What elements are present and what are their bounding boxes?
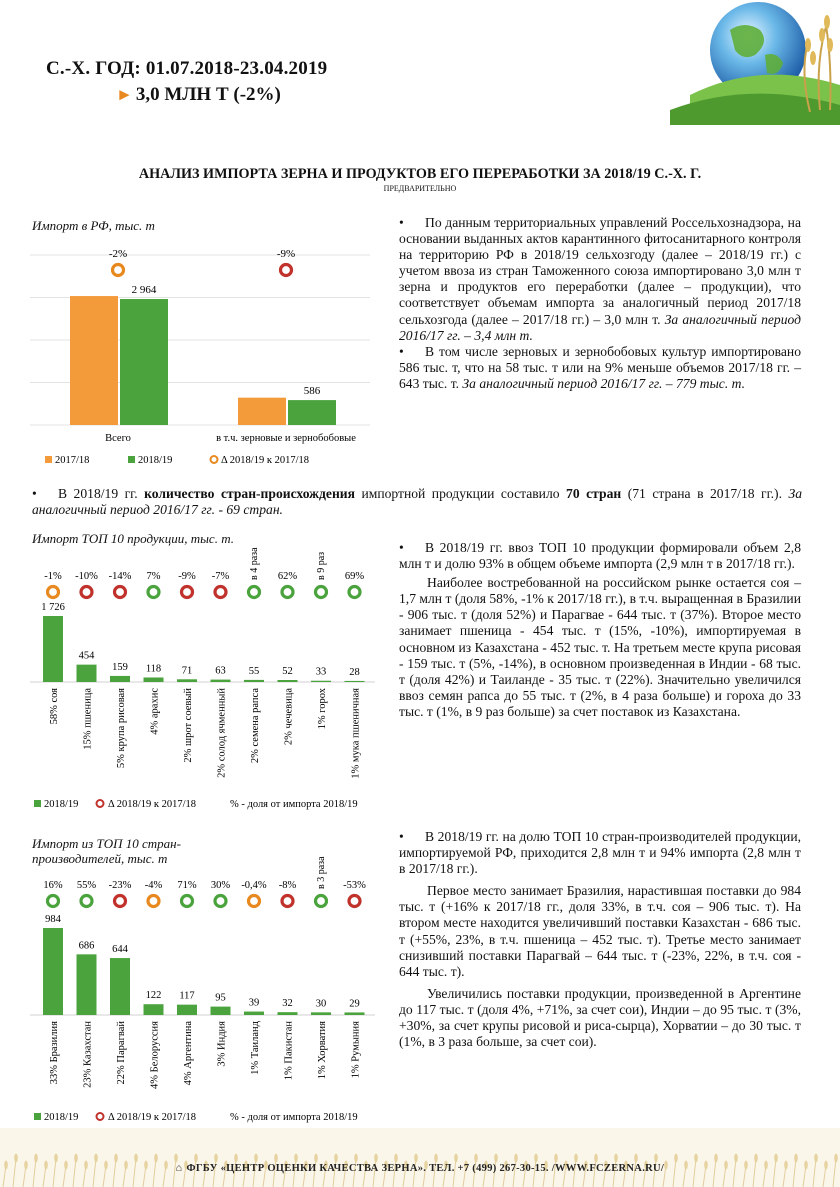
wheat-border-icon: [0, 1128, 840, 1187]
change-marker: [316, 896, 327, 907]
data-label: 2 964: [131, 284, 157, 297]
wheat-ear: [154, 1154, 158, 1163]
wheat-ear: [534, 1154, 538, 1163]
data-label: 55: [248, 665, 260, 677]
wheat-ear: [414, 1154, 418, 1163]
text-block-2: • В 2018/19 гг. ввоз ТОП 10 продукции формировали объем 2,8 млн т и долю 93% в общем объеме импорта (2,9 млн т в 2017/18 гг.). Наиболее востребованной на российском рынке остается соя – 1,7 млн т (доля 58%, -1% к 2017/18 гг.), в т.ч. выращенная в Бразилии - 906 тыс. т (доля 52%) и Парагвае - 644 тыс. т (37%). Второе место занимает пшеница - 454 тыс. т (15%, -10%), импортируемая в основном из Казахстана - 452 тыс. т. На третьем месте крупа рисовая - 159 тыс. т (5%, -14%), в основном произведенная в Индии - 68 тыс. т (доля 42%) и Таиланде - 35 тыс. т (22%). Значительно увеличился ввоз семян рапса до 55 тыс. т (2%, в 4 раза больше) и гороха до 33 тыс. т (1%, в 9 раз больше) за счет поставок из Казахстана.: [399, 540, 801, 719]
p3-italic: За аналогичный период 2016/17 гг. - 69 стран.: [32, 486, 803, 518]
category-label: 4% Аргентина: [183, 1021, 194, 1086]
chart1-title: Импорт в РФ, тыс. т: [32, 218, 155, 233]
bar-2017-18-0: [70, 296, 118, 425]
page-subtitle: ПРЕДВАРИТЕЛЬНО: [383, 184, 457, 193]
wheat-ear: [274, 1154, 278, 1163]
legend-label: Δ 2018/19 к 2017/18: [108, 1112, 196, 1123]
season-line: С.-Х. ГОД: 01.07.2018-23.04.2019: [46, 58, 328, 79]
wheat-ear: [254, 1154, 258, 1163]
data-label: 644: [112, 944, 128, 956]
change-marker: [182, 587, 193, 598]
change-label: 55%: [76, 880, 97, 891]
legend-marker: [97, 800, 104, 807]
wheat-ear: [134, 1154, 138, 1163]
change-marker: [81, 896, 92, 907]
data-label: 122: [145, 990, 162, 1002]
data-label: 117: [179, 990, 195, 1002]
category-label: 1% Таиланд: [250, 1021, 261, 1075]
wheat-ear: [834, 1154, 838, 1163]
category-label: 4% Белоруссия: [149, 1021, 161, 1089]
data-label: 39: [248, 997, 260, 1009]
wheat-ear: [714, 1154, 718, 1163]
bar-6: [244, 680, 264, 682]
wheat-ear: [174, 1154, 178, 1163]
p2-italic: За аналогичный период 2016/17 гг. – 779 тыс. т.: [462, 375, 746, 391]
bar-9: [345, 1012, 365, 1015]
legend-swatch: [34, 800, 41, 807]
wheat-ear: [674, 1154, 678, 1163]
wheat-ear: [434, 1154, 438, 1163]
bar-3: [144, 677, 164, 682]
change-marker: [148, 896, 159, 907]
change-label: -0,4%: [241, 880, 267, 891]
bar-8: [311, 1012, 331, 1015]
category-label: 4% арахис: [149, 688, 161, 735]
bar-5: [211, 680, 231, 682]
category-label: 1% Румыния: [350, 1021, 362, 1079]
page-title: АНАЛИЗ ИМПОРТА ЗЕРНА И ПРОДУКТОВ ЕГО ПЕРЕРАБОТКИ ЗА 2018/19 С.-Х. Г.: [138, 166, 702, 182]
wheat-ear: [554, 1154, 558, 1163]
data-label: 28: [349, 666, 360, 678]
data-label: 118: [145, 663, 162, 675]
footer-text: ФГБУ «ЦЕНТР ОЦЕНКИ КАЧЕСТВА ЗЕРНА». ТЕЛ. +7 (499) 267-30-15. /WWW.FCZERNA.RU/: [186, 1163, 665, 1174]
category-label: 2% семена рапса: [250, 688, 261, 764]
wheat-ear: [814, 1154, 818, 1163]
legend-label: Δ 2018/19 к 2017/18: [221, 455, 309, 466]
change-marker: [349, 896, 360, 907]
change-label: -8%: [278, 880, 297, 891]
wheat-ear: [334, 1154, 338, 1163]
change-marker: [349, 587, 360, 598]
wheat-ear: [14, 1154, 18, 1163]
bar-2017-18-1: [238, 398, 286, 425]
bar-2: [110, 676, 130, 682]
bar-9: [345, 681, 365, 682]
data-label: 71: [181, 665, 193, 677]
data-label: 29: [349, 998, 360, 1010]
wheat-ear: [54, 1154, 58, 1163]
data-label: 454: [78, 650, 95, 662]
wheat-ear: [394, 1154, 398, 1163]
wheat-ear: [734, 1154, 738, 1163]
category-label: в т.ч. зерновые и зернобобовые: [216, 433, 356, 444]
bar-1: [77, 954, 97, 1015]
change-label: 30%: [210, 880, 231, 891]
data-label: 586: [303, 385, 321, 398]
wheat-ear: [514, 1154, 518, 1163]
change-label: -7%: [211, 571, 230, 582]
category-label: 1% Пакистан: [283, 1021, 295, 1081]
wheat-ear: [794, 1154, 798, 1163]
change-label: -9%: [276, 248, 296, 260]
bar-2: [110, 958, 130, 1015]
legend-label: 2018/19: [138, 455, 173, 466]
total-value: 3,0 МЛН Т (-2%): [135, 84, 281, 105]
category-label: 1% Хорватия: [317, 1021, 328, 1080]
data-label: 984: [45, 914, 61, 925]
legend-label: Δ 2018/19 к 2017/18: [108, 799, 196, 810]
bar-5: [211, 1007, 231, 1015]
change-marker: [113, 265, 124, 276]
change-marker: [316, 587, 327, 598]
change-label: в 4 раза: [249, 547, 260, 580]
category-label: 1% горох: [317, 688, 328, 730]
bar-1: [77, 665, 97, 682]
change-label: -23%: [108, 880, 132, 891]
legend-swatch: [45, 456, 52, 463]
category-label: 33% Бразилия: [49, 1021, 60, 1085]
data-label: 1 726: [41, 602, 65, 613]
wheat-ear: [754, 1154, 758, 1163]
wheat-ear: [574, 1154, 578, 1163]
chart3-top10-countries: [20, 835, 395, 1130]
chart2-title: Импорт ТОП 10 продукции, тыс. т.: [32, 531, 235, 546]
change-marker: [115, 896, 126, 907]
wheat-ear: [614, 1154, 618, 1163]
category-label: 15% пшеница: [82, 688, 94, 750]
globe-logo-icon: [670, 0, 840, 125]
wheat-ear: [454, 1154, 458, 1163]
change-label: -53%: [343, 880, 366, 891]
p5: Наиболее востребованной на российском рынке остается соя – 1,7 млн т (доля 58%, -1% к 2017/18 гг.), в т.ч. выращенная в Бразилии - 906 тыс. т (доля 52%) и Парагвае - 644 тыс. т (37%). Второе место занимает пшеница - 454 тыс. т (15%, -10%), импортируемая в основном из Казахстана - 452 тыс. т. На третьем месте крупа рисовая - 159 тыс. т (5%, -14%), в основном произведенная в Индии - 68 тыс. т (доля 42%) и Таиланде - 35 тыс. т (22%). Значительно увеличился ввоз семян рапса до 55 тыс. т (2%, в 4 раза больше) и гороха до 33 тыс. т (1%, в 9 раз больше) за счет поставок из Казахстана.: [399, 575, 801, 719]
data-label: 32: [282, 998, 293, 1010]
category-label: 2% солод ячменный: [216, 688, 228, 778]
wheat-ear: [774, 1154, 778, 1163]
change-label: -10%: [75, 571, 98, 582]
category-label: 58% соя: [49, 688, 60, 725]
p2-main: В том числе зерновых и зернобобовых культур импортировано 586 тыс. т, что на 58 тыс. т или на 9% меньше объемов 2017/18 гг. – 643 тыс. т.: [399, 343, 801, 391]
legend-marker: [97, 1113, 104, 1120]
wheat-ear: [594, 1154, 598, 1163]
category-label: 2% чечевица: [283, 688, 295, 746]
change-label: в 3 раза: [316, 856, 327, 889]
bar-6: [244, 1012, 264, 1015]
category-label: 22% Парагвай: [116, 1021, 127, 1085]
wheat-ear: [634, 1154, 638, 1163]
wheat-ear: [654, 1154, 658, 1163]
text-block-1: • По данным территориальных управлений Россельхознадзора, на основании выданных актов карантинного фитосанитарного контроля на территорию РФ в 2018/19 сельхозгоду (далее – 2018/19 гг.) с учетом ввоза из стран Таможенного союза импортировано 3,0 млн т зерна и продуктов его переработки (далее – продукции), что соответствует объемам импорта за аналогичный период 2017/18 сельхозгода (далее – 2017/18 гг.) – 3,0 млн т. За аналогичный период 2016/17 гг. – 3,4 млн т. • В том числе зерновых и зернобобовых культур импортировано 586 тыс. т, что на 58 тыс. т или на 9% меньше объемов 2017/18 гг. – 643 тыс. т. За аналогичный период 2016/17 гг. – 779 тыс. т.: [399, 215, 801, 391]
change-marker: [81, 587, 92, 598]
wheat-ear: [314, 1154, 318, 1163]
legend-swatch: [128, 456, 135, 463]
p3-c: (71 страна в 2017/18 гг.).: [627, 486, 782, 501]
footer: [0, 1163, 840, 1174]
wheat-ear: [214, 1154, 218, 1163]
data-label: 63: [215, 665, 226, 677]
p1-italic: За аналогичный период 2016/17 гг. – 3,4 млн т.: [399, 311, 801, 343]
legend-swatch: [34, 1113, 41, 1120]
bar-7: [278, 680, 298, 682]
p7: Первое место занимает Бразилия, нарастившая поставки до 984 тыс. т (+16% к 2017/18 гг., доля 33%, в т.ч. соя – 906 тыс. т). На втором месте находится увеличивший поставки Казахстан - 686 тыс. т (+55%, 23%, в т.ч. пшеница – 452 тыс. т). Третье место занимает снизивший поставки Парагвай – 644 тыс. т (-23%, 22%, в т.ч. соя - 644 тыс. т).: [399, 883, 801, 979]
category-label: 2% шрот соевый: [183, 688, 194, 763]
change-label: 71%: [177, 880, 197, 891]
change-marker: [282, 896, 293, 907]
change-marker: [282, 587, 293, 598]
chart3-title: Импорт из ТОП 10 стран-производителей, тыс. т: [32, 836, 181, 866]
wheat-ear: [374, 1154, 378, 1163]
wheat-ear: [494, 1154, 498, 1163]
change-marker: [249, 587, 260, 598]
category-label: 23% Казахстан: [82, 1021, 94, 1088]
data-label: 33: [315, 666, 327, 678]
category-label: 5% крупа рисовая: [116, 688, 127, 769]
p4: В 2018/19 гг. ввоз ТОП 10 продукции формировали объем 2,8 млн т и долю 93% в общем объеме импорта (2,9 млн т в 2017/18 гг.).: [399, 540, 801, 572]
change-label: 62%: [277, 571, 298, 582]
bar-2018-19-1: [288, 400, 336, 425]
bar-0: [43, 928, 63, 1015]
data-label: 159: [112, 661, 128, 673]
change-marker: [281, 265, 292, 276]
bar-4: [177, 1005, 197, 1015]
change-label: -4%: [144, 880, 163, 891]
legend-label: % - доля от импорта 2018/19: [230, 799, 358, 810]
category-label: 3% Индия: [216, 1021, 228, 1067]
wheat-ear: [354, 1154, 358, 1163]
house-icon: ⌂: [175, 1163, 183, 1174]
p6: В 2018/19 гг. на долю ТОП 10 стран-производителей продукции, импортируемой РФ, приходится 2,8 млн т и 94% импорта (2,8 млн т в 2017/18 гг.).: [399, 829, 801, 877]
wheat-ear: [114, 1154, 118, 1163]
chart1-import-total: [20, 235, 380, 475]
category-label: 1% мука пшеничная: [350, 688, 362, 779]
p8: Увеличились поставки продукции, произведенной в Аргентине до 117 тыс. т (доля 4%, +71%, за счет сои), Индии – до 95 тыс. т (3%, +30%, за счет крупы рисовой и риса-сырца), Хорватии – до 30 тыс. т (1%, в 3 раза больше, за счет сои).: [399, 985, 801, 1050]
bar-4: [177, 679, 197, 682]
wheat-ear: [194, 1154, 198, 1163]
data-label: 686: [78, 940, 95, 952]
data-label: 95: [215, 992, 226, 1004]
change-marker: [48, 587, 59, 598]
text-block-countries: • В 2018/19 гг. количество стран-происхождения импортной продукции составило 70 стран (71 страна в 2017/18 гг.). За аналогичный период 2016/17 гг. - 69 стран.: [32, 486, 803, 518]
wheat-ear: [234, 1154, 238, 1163]
change-label: -2%: [108, 248, 128, 260]
legend-label: 2018/19: [44, 799, 79, 810]
category-label: Всего: [105, 433, 131, 444]
bar-0: [43, 616, 63, 682]
bar-7: [278, 1012, 298, 1015]
wheat-ear: [94, 1154, 98, 1163]
change-marker: [182, 896, 193, 907]
change-label: 7%: [146, 571, 161, 582]
change-label: -1%: [44, 571, 62, 582]
wheat-ear: [474, 1154, 478, 1163]
change-label: -14%: [108, 571, 132, 582]
change-label: в 9 раз: [316, 551, 327, 580]
data-label: 30: [315, 998, 327, 1010]
change-label: -9%: [178, 571, 196, 582]
change-label: 69%: [344, 571, 365, 582]
chart2-top10-products: [20, 530, 390, 820]
bar-8: [311, 681, 331, 682]
change-label: 16%: [43, 880, 63, 891]
p1-main: По данным территориальных управлений Россельхознадзора, на основании выданных актов карантинного фитосанитарного контроля на территорию РФ в 2018/19 сельхозгоду (далее – 2018/19 гг.) с учетом ввоза из стран Таможенного союза импортировано 3,0 млн т зерна и продуктов его переработки (далее – продукции), что соответствует объемам импорта за аналогичный период 2017/18 сельхозгода (далее – 2017/18 гг.) – 3,0 млн т.: [399, 215, 801, 327]
triangle-icon: ►: [116, 85, 133, 104]
wheat-ear: [74, 1154, 78, 1163]
bar-3: [144, 1004, 164, 1015]
p3-bold2: 70 стран: [566, 486, 622, 501]
change-marker: [148, 587, 159, 598]
legend-marker: [211, 456, 218, 463]
wheat-ear: [694, 1154, 698, 1163]
p3-b: импортной продукции составило: [361, 486, 560, 501]
legend-label: % - доля от импорта 2018/19: [230, 1112, 358, 1123]
legend-label: 2017/18: [55, 455, 90, 466]
change-marker: [48, 896, 59, 907]
legend-label: 2018/19: [44, 1112, 79, 1123]
text-block-3: • В 2018/19 гг. на долю ТОП 10 стран-производителей продукции, импортируемой РФ, приходится 2,8 млн т и 94% импорта (2,8 млн т в 2017/18 гг.). Первое место занимает Бразилия, нарастившая поставки до 984 тыс. т (+16% к 2017/18 гг., доля 33%, в т.ч. соя – 906 тыс. т). На втором месте находится увеличивший поставки Казахстан - 686 тыс. т (+55%, 23%, в т.ч. пшеница – 452 тыс. т). Третье место занимает снизивший поставки Парагвай – 644 тыс. т (-23%, 22%, в т.ч. соя - 644 тыс. т). Увеличились поставки продукции, произведенной в Аргентине до 117 тыс. т (доля 4%, +71%, за счет сои), Индии – до 95 тыс. т (3%, +30%, за счет крупы рисовой и риса-сырца), Хорватии – до 30 тыс. т (1%, в 3 раза больше, за счет сои).: [399, 829, 801, 1050]
change-marker: [249, 896, 260, 907]
bar-2018-19-0: [120, 299, 168, 425]
p3-a: В 2018/19 гг.: [58, 486, 138, 501]
change-marker: [115, 587, 126, 598]
total-line: [116, 84, 281, 106]
data-label: 52: [282, 666, 293, 678]
wheat-ear: [34, 1154, 38, 1163]
wheat-ear: [294, 1154, 298, 1163]
change-marker: [215, 896, 226, 907]
p3-bold: количество стран-происхождения: [144, 486, 355, 501]
change-marker: [215, 587, 226, 598]
